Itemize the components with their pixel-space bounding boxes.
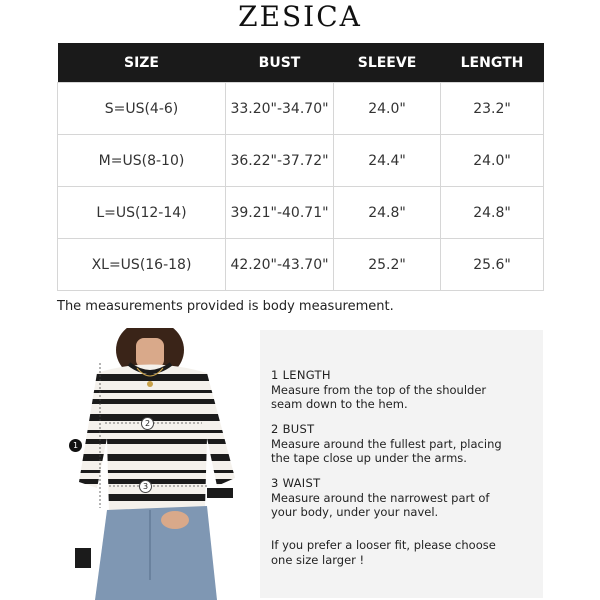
length-cell: 24.8" — [441, 187, 544, 239]
table-row — [58, 239, 544, 291]
guide-heading: 3 WAIST — [271, 476, 321, 490]
table-row — [58, 135, 544, 187]
guide-heading: 1 LENGTH — [271, 368, 331, 382]
guide-line: Measure around the narrowest part of — [271, 490, 490, 505]
measurement-guide-panel — [260, 330, 543, 598]
fit-tip-line: If you prefer a looser fit, please choose — [271, 538, 496, 552]
size-cell: L=US(12-14) — [58, 187, 226, 239]
sleeve-cell: 25.2" — [334, 239, 441, 291]
guide-item-length — [271, 368, 486, 412]
marker-length: 1 — [69, 439, 82, 452]
size-chart-table — [57, 43, 544, 291]
marker-bust: 2 — [141, 417, 154, 430]
brand-logo: ZESICA — [238, 0, 362, 33]
guide-line: Measure around the fullest part, placing — [271, 436, 502, 451]
table-header-row — [58, 43, 544, 83]
table-row — [58, 83, 544, 135]
fit-tip-line: one size larger ! — [271, 552, 365, 567]
guide-item-waist — [271, 476, 489, 520]
neck-shape — [136, 338, 164, 368]
column-header-bust: BUST — [226, 43, 334, 83]
length-cell: 25.6" — [441, 239, 544, 291]
length-cell: 23.2" — [441, 83, 544, 135]
marker-waist: 3 — [139, 480, 152, 493]
sleeve-cell: 24.0" — [334, 83, 441, 135]
measurement-note: The measurements provided is body measurement. — [57, 299, 394, 314]
jeans-shape — [95, 506, 217, 600]
column-header-size: SIZE — [58, 43, 226, 83]
bust-cell: 42.20"-43.70" — [226, 239, 334, 291]
size-cell: XL=US(16-18) — [58, 239, 226, 291]
guide-line: Measure from the top of the shoulder — [271, 382, 487, 397]
bust-cell: 36.22"-37.72" — [226, 135, 334, 187]
bust-cell: 33.20"-34.70" — [226, 83, 334, 135]
column-header-length: LENGTH — [441, 43, 544, 83]
guide-heading: 2 BUST — [271, 422, 315, 436]
guide-line: seam down to the hem. — [271, 397, 408, 411]
model-photo — [57, 328, 257, 600]
size-cell: M=US(8-10) — [58, 135, 226, 187]
fit-tip — [271, 538, 496, 567]
guide-item-bust — [271, 422, 502, 466]
bust-cell: 39.21"-40.71" — [226, 187, 334, 239]
sleeve-cell: 24.8" — [334, 187, 441, 239]
guide-line: the tape close up under the arms. — [271, 451, 467, 465]
model-illustration — [57, 328, 257, 600]
length-cell: 24.0" — [441, 135, 544, 187]
sleeve-cell: 24.4" — [334, 135, 441, 187]
table-row — [58, 187, 544, 239]
guide-line: your body, under your navel. — [271, 505, 439, 519]
size-cell: S=US(4-6) — [58, 83, 226, 135]
column-header-sleeve: SLEEVE — [334, 43, 441, 83]
